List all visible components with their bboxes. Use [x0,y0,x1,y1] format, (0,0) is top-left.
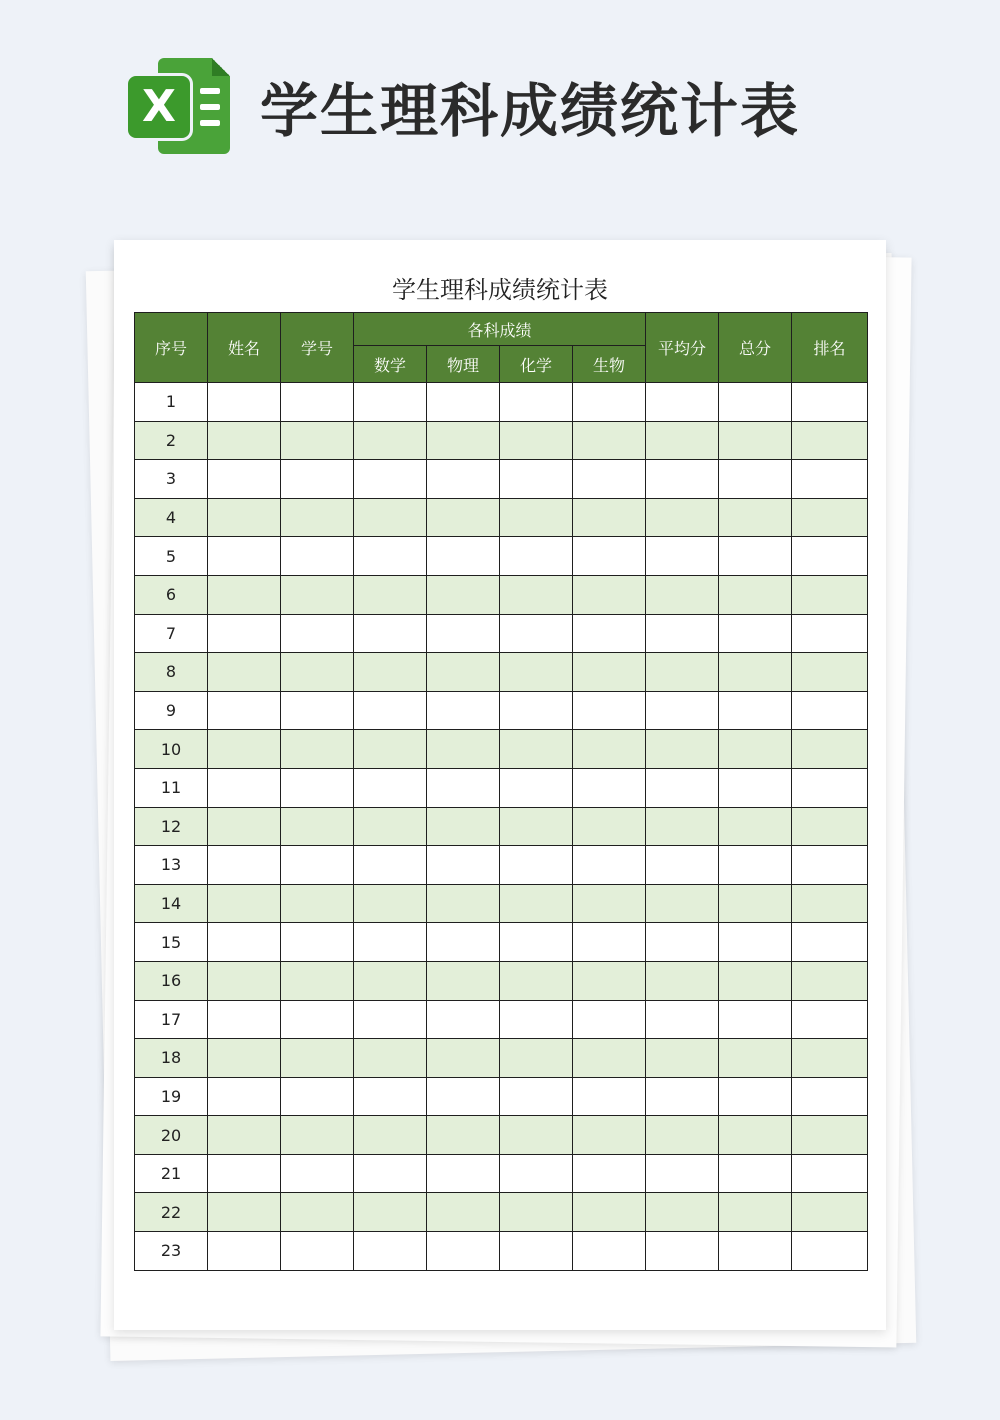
table-cell[interactable] [208,1154,281,1193]
row-seq-cell: 12 [135,807,208,846]
excel-logo-icon [128,58,232,154]
table-cell[interactable] [573,923,646,962]
table-cell[interactable] [646,1232,719,1271]
header-biology: 生物 [573,346,646,383]
table-cell[interactable] [208,961,281,1000]
table-cell[interactable] [500,537,573,576]
table-cell[interactable] [354,1154,427,1193]
table-cell[interactable] [719,1077,792,1116]
table-cell[interactable] [427,1154,500,1193]
table-row [135,1154,868,1193]
table-cell[interactable] [719,1116,792,1155]
table-cell[interactable] [573,691,646,730]
table-cell[interactable] [792,1000,868,1039]
table-cell[interactable] [573,1116,646,1155]
table-cell[interactable] [646,961,719,1000]
table-cell[interactable] [573,460,646,499]
table-cell[interactable] [500,575,573,614]
table-cell[interactable] [573,768,646,807]
table-cell[interactable] [354,614,427,653]
table-cell[interactable] [354,537,427,576]
table-cell[interactable] [208,923,281,962]
table-cell[interactable] [500,421,573,460]
table-cell[interactable] [281,653,354,692]
table-cell[interactable] [646,575,719,614]
table-row [135,846,868,885]
table-cell[interactable] [354,1039,427,1078]
table-cell[interactable] [427,1116,500,1155]
table-cell[interactable] [792,498,868,537]
header-physics: 物理 [427,346,500,383]
row-seq-cell: 10 [135,730,208,769]
table-cell[interactable] [281,383,354,422]
table-cell[interactable] [573,537,646,576]
table-cell[interactable] [719,575,792,614]
table-cell[interactable] [573,1000,646,1039]
table-cell[interactable] [208,1116,281,1155]
table-cell[interactable] [719,846,792,885]
table-cell[interactable] [354,846,427,885]
logo-x-badge: X [128,76,190,138]
table-cell[interactable] [354,768,427,807]
header-subjects-group: 各科成绩 [354,313,646,346]
table-cell[interactable] [427,498,500,537]
row-seq-cell: 7 [135,614,208,653]
table-cell[interactable] [719,537,792,576]
table-cell[interactable] [646,614,719,653]
table-cell[interactable] [427,537,500,576]
table-cell[interactable] [719,1232,792,1271]
table-cell[interactable] [354,884,427,923]
table-cell[interactable] [719,768,792,807]
table-cell[interactable] [573,1193,646,1232]
table-cell[interactable] [281,961,354,1000]
table-cell[interactable] [500,846,573,885]
table-cell[interactable] [208,1039,281,1078]
table-cell[interactable] [719,1000,792,1039]
table-cell[interactable] [792,923,868,962]
table-row [135,653,868,692]
sheet-title: 学生理科成绩统计表 [392,276,608,304]
table-cell[interactable] [354,1000,427,1039]
table-cell[interactable] [573,1154,646,1193]
table-cell[interactable] [500,653,573,692]
table-cell[interactable] [646,537,719,576]
table-cell[interactable] [573,807,646,846]
table-cell[interactable] [427,653,500,692]
table-cell[interactable] [646,923,719,962]
table-cell[interactable] [208,730,281,769]
table-cell[interactable] [500,884,573,923]
table-cell[interactable] [792,730,868,769]
hero-title: 学生理科成绩统计表 [260,77,801,145]
table-cell[interactable] [500,768,573,807]
table-cell[interactable] [281,537,354,576]
table-cell[interactable] [719,961,792,1000]
table-row [135,460,868,499]
header-total: 总分 [719,313,792,383]
logo-line [200,88,220,94]
row-seq-cell: 11 [135,768,208,807]
logo-line [200,104,220,110]
table-cell[interactable] [646,691,719,730]
row-seq-cell: 4 [135,498,208,537]
table-cell[interactable] [208,846,281,885]
row-seq-cell: 13 [135,846,208,885]
table-cell[interactable] [792,383,868,422]
table-cell[interactable] [500,1193,573,1232]
table-cell[interactable] [281,1116,354,1155]
table-cell[interactable] [281,768,354,807]
table-cell[interactable] [500,691,573,730]
table-cell[interactable] [427,614,500,653]
table-cell[interactable] [719,460,792,499]
table-cell[interactable] [427,691,500,730]
header-chemistry: 化学 [500,346,573,383]
table-cell[interactable] [354,1116,427,1155]
table-row [135,961,868,1000]
table-row [135,537,868,576]
header-name: 姓名 [208,313,281,383]
header-student-id: 学号 [281,313,354,383]
table-cell[interactable] [792,807,868,846]
table-cell[interactable] [281,421,354,460]
row-seq-cell: 18 [135,1039,208,1078]
table-cell[interactable] [792,575,868,614]
table-cell[interactable] [354,961,427,1000]
table-cell[interactable] [646,1039,719,1078]
table-cell[interactable] [281,884,354,923]
row-seq-cell: 1 [135,383,208,422]
table-body [135,383,868,1271]
row-seq-cell: 23 [135,1232,208,1271]
table-cell[interactable] [792,846,868,885]
table-row [135,421,868,460]
table-cell[interactable] [427,421,500,460]
table-cell[interactable] [792,614,868,653]
header-average: 平均分 [646,313,719,383]
row-seq-cell: 19 [135,1077,208,1116]
table-cell[interactable] [208,575,281,614]
table-cell[interactable] [719,691,792,730]
table-cell[interactable] [646,846,719,885]
row-seq-cell: 8 [135,653,208,692]
table-cell[interactable] [719,923,792,962]
table-cell[interactable] [354,923,427,962]
table-row [135,1000,868,1039]
table-cell[interactable] [354,460,427,499]
table-cell[interactable] [427,460,500,499]
table-cell[interactable] [281,1154,354,1193]
row-seq-cell: 16 [135,961,208,1000]
table-cell[interactable] [427,961,500,1000]
score-table [134,312,868,1271]
header-math: 数学 [354,346,427,383]
table-row [135,1039,868,1078]
table-cell[interactable] [573,1039,646,1078]
table-row [135,923,868,962]
table-cell[interactable] [792,1232,868,1271]
table-cell[interactable] [646,1193,719,1232]
table-cell[interactable] [208,614,281,653]
table-cell[interactable] [208,1193,281,1232]
table-cell[interactable] [208,498,281,537]
table-cell[interactable] [646,421,719,460]
table-cell[interactable] [354,1232,427,1271]
table-cell[interactable] [354,498,427,537]
table-cell[interactable] [573,614,646,653]
table-row [135,807,868,846]
table-cell[interactable] [500,923,573,962]
table-cell[interactable] [500,498,573,537]
table-cell[interactable] [500,961,573,1000]
table-cell[interactable] [427,768,500,807]
header-rank: 排名 [792,313,868,383]
table-cell[interactable] [792,653,868,692]
table-cell[interactable] [427,575,500,614]
table-cell[interactable] [354,1193,427,1232]
table-cell[interactable] [354,575,427,614]
table-cell[interactable] [719,614,792,653]
table-cell[interactable] [646,807,719,846]
table-row [135,1116,868,1155]
table-cell[interactable] [573,730,646,769]
table-cell[interactable] [208,1077,281,1116]
table-cell[interactable] [427,1039,500,1078]
table-cell[interactable] [208,537,281,576]
table-cell[interactable] [281,846,354,885]
table-cell[interactable] [427,383,500,422]
table-cell[interactable] [792,1193,868,1232]
table-cell[interactable] [354,730,427,769]
table-cell[interactable] [208,884,281,923]
row-seq-cell: 2 [135,421,208,460]
table-cell[interactable] [646,1077,719,1116]
table-cell[interactable] [719,653,792,692]
table-cell[interactable] [354,691,427,730]
table-cell[interactable] [500,1116,573,1155]
table-row [135,884,868,923]
table-cell[interactable] [792,421,868,460]
table-cell[interactable] [208,691,281,730]
table-row [135,730,868,769]
table-cell[interactable] [281,460,354,499]
table-cell[interactable] [354,383,427,422]
table-cell[interactable] [573,653,646,692]
table-cell[interactable] [573,961,646,1000]
table-cell[interactable] [500,1039,573,1078]
table-row [135,691,868,730]
table-cell[interactable] [719,383,792,422]
table-cell[interactable] [208,653,281,692]
row-seq-cell: 21 [135,1154,208,1193]
table-cell[interactable] [354,653,427,692]
table-cell[interactable] [281,1193,354,1232]
table-cell[interactable] [427,1232,500,1271]
table-cell[interactable] [208,1232,281,1271]
table-cell[interactable] [573,1232,646,1271]
table-cell[interactable] [208,383,281,422]
table-cell[interactable] [573,575,646,614]
table-cell[interactable] [354,807,427,846]
table-cell[interactable] [792,460,868,499]
row-seq-cell: 6 [135,575,208,614]
table-cell[interactable] [500,383,573,422]
table-cell[interactable] [281,691,354,730]
table-cell[interactable] [281,923,354,962]
table-cell[interactable] [281,1000,354,1039]
table-cell[interactable] [427,846,500,885]
table-cell[interactable] [646,884,719,923]
table-cell[interactable] [208,1000,281,1039]
hero-header [128,58,800,154]
table-cell[interactable] [646,653,719,692]
table-cell[interactable] [281,807,354,846]
table-cell[interactable] [646,460,719,499]
table-cell[interactable] [646,768,719,807]
table-cell[interactable] [719,1193,792,1232]
table-row [135,575,868,614]
table-cell[interactable] [281,1232,354,1271]
table-row [135,1077,868,1116]
table-cell[interactable] [792,1039,868,1078]
row-seq-cell: 20 [135,1116,208,1155]
table-cell[interactable] [719,498,792,537]
table-cell[interactable] [354,421,427,460]
table-cell[interactable] [646,1154,719,1193]
table-cell[interactable] [792,537,868,576]
table-cell[interactable] [792,961,868,1000]
table-cell[interactable] [500,1000,573,1039]
table-cell[interactable] [208,807,281,846]
table-cell[interactable] [500,1232,573,1271]
table-cell[interactable] [573,846,646,885]
table-cell[interactable] [427,807,500,846]
table-cell[interactable] [354,1077,427,1116]
table-cell[interactable] [500,1077,573,1116]
header-seq: 序号 [135,313,208,383]
table-cell[interactable] [208,768,281,807]
table-cell[interactable] [792,1116,868,1155]
table-cell[interactable] [427,1000,500,1039]
header-row [135,313,868,346]
table-cell[interactable] [719,730,792,769]
row-seq-cell: 9 [135,691,208,730]
logo-fold [212,58,230,76]
table-row [135,498,868,537]
table-cell[interactable] [281,730,354,769]
table-cell[interactable] [646,498,719,537]
table-cell[interactable] [427,923,500,962]
table-cell[interactable] [427,1193,500,1232]
row-seq-cell: 3 [135,460,208,499]
table-cell[interactable] [719,1154,792,1193]
table-cell[interactable] [281,575,354,614]
table-cell[interactable] [281,498,354,537]
table-cell[interactable] [573,1077,646,1116]
logo-line [200,120,220,126]
table-cell[interactable] [500,460,573,499]
table-cell[interactable] [646,730,719,769]
table-cell[interactable] [792,768,868,807]
table-cell[interactable] [646,1000,719,1039]
table-cell[interactable] [573,884,646,923]
table-row [135,1232,868,1271]
table-cell[interactable] [792,1077,868,1116]
row-seq-cell: 22 [135,1193,208,1232]
table-cell[interactable] [573,421,646,460]
table-cell[interactable] [208,421,281,460]
row-seq-cell: 15 [135,923,208,962]
row-seq-cell: 14 [135,884,208,923]
table-cell[interactable] [573,498,646,537]
table-row [135,1193,868,1232]
table-cell[interactable] [500,614,573,653]
table-cell[interactable] [281,614,354,653]
table-cell[interactable] [500,1154,573,1193]
table-cell[interactable] [281,1039,354,1078]
table-row [135,383,868,422]
row-seq-cell: 5 [135,537,208,576]
table-cell[interactable] [573,383,646,422]
table-cell[interactable] [500,730,573,769]
table-cell[interactable] [719,421,792,460]
table-cell[interactable] [719,884,792,923]
table-cell[interactable] [792,884,868,923]
table-cell[interactable] [646,383,719,422]
table-row [135,614,868,653]
table-cell[interactable] [427,730,500,769]
table-cell[interactable] [281,1077,354,1116]
table-cell[interactable] [427,1077,500,1116]
table-cell[interactable] [500,807,573,846]
table-cell[interactable] [792,691,868,730]
table-cell[interactable] [646,1116,719,1155]
table-row [135,768,868,807]
table-cell[interactable] [208,460,281,499]
table-cell[interactable] [719,1039,792,1078]
table-cell[interactable] [792,1154,868,1193]
table-cell[interactable] [719,807,792,846]
table-cell[interactable] [427,884,500,923]
row-seq-cell: 17 [135,1000,208,1039]
